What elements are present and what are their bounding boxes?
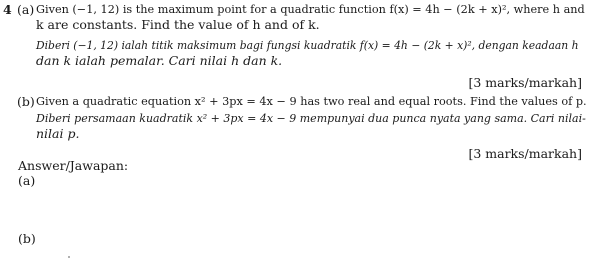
part-a-malay-line-2: dan k ialah pemalar. Cari nilai h dan k. [36,53,283,68]
part-a-english-line-2: k are constants. Find the value of h and of k. [36,17,320,32]
question-number: 4 [3,2,12,17]
part-b-malay-line-1: Diberi persamaan kuadratik x² + 3px = 4x − 9 mempunyai dua punca nyata yang sama. Cari nilai- [36,112,586,125]
answer-part-b-label: (b) [18,231,36,246]
answer-heading: Answer/Jawapan: [18,158,129,173]
stray-dot [68,256,70,258]
answer-part-a-label: (a) [18,173,36,188]
part-b-label: (b) [17,94,35,109]
part-a-label: (a) [17,2,35,17]
part-a-english-line-1: Given (−1, 12) is the maximum point for a quadratic function f(x) = 4h − (2k + x)², where h and [36,3,585,16]
part-b-malay-line-2: nilai p. [36,126,80,141]
part-b-english-line-1: Given a quadratic equation x² + 3px = 4x − 9 has two real and equal roots. Find the values of p. [36,95,587,108]
part-a-marks: [3 marks/markah] [468,75,582,90]
part-b-marks: [3 marks/markah] [468,146,582,161]
part-a-malay-line-1: Diberi (−1, 12) ialah titik maksimum bagi fungsi kuadratik f(x) = 4h − (2k + x)², dengan keadaan h [36,39,579,52]
